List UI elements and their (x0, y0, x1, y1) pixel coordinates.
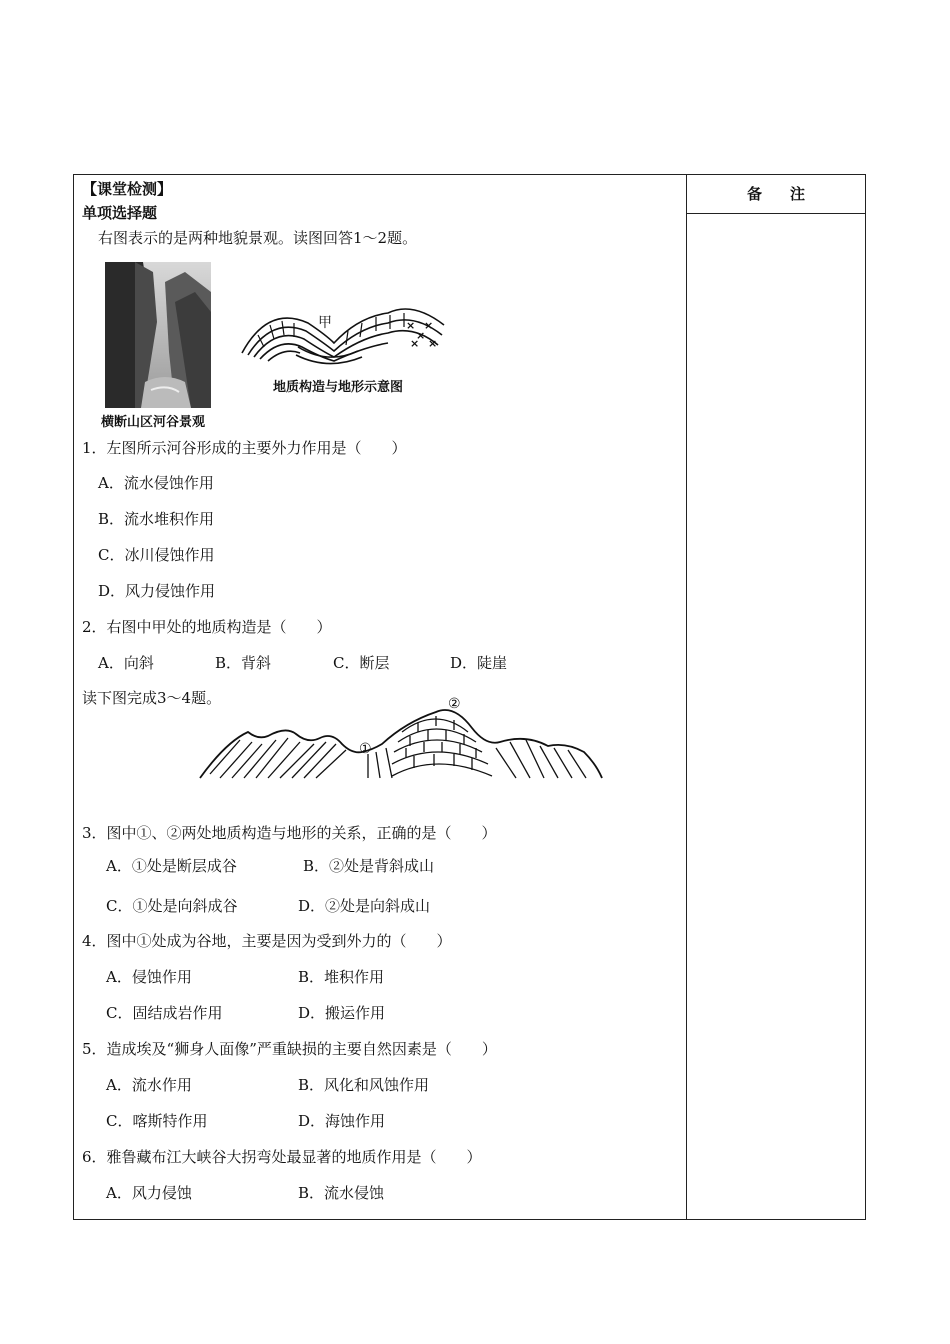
fold-mountain-diagram (196, 692, 606, 784)
intro-questions-1-2: 右图表示的是两种地貌景观。读图回答1～2题。 (98, 229, 418, 247)
left-figure-caption: 横断山区河谷景观 (101, 415, 206, 430)
right-figure-caption: 地质构造与地形示意图 (273, 380, 404, 395)
question-2-option-c[interactable]: C．断层 (333, 654, 390, 672)
section-title: 【课堂检测】 (82, 180, 173, 198)
question-4-option-a[interactable]: A．侵蚀作用 (106, 968, 192, 986)
question-1-option-a[interactable]: A．流水侵蚀作用 (98, 474, 214, 492)
column-divider (686, 174, 687, 1220)
question-4-option-d[interactable]: D．搬运作用 (298, 1004, 386, 1022)
question-5-option-b[interactable]: B．风化和风蚀作用 (298, 1076, 430, 1094)
structure-diagram (238, 295, 448, 370)
question-3-option-a[interactable]: A．①处是断层成谷 (106, 857, 237, 875)
question-2-option-b[interactable]: B．背斜 (215, 654, 272, 672)
question-1-option-b[interactable]: B．流水堆积作用 (98, 510, 215, 528)
valley-photo (105, 262, 211, 408)
svg-text:×: × (424, 319, 434, 332)
svg-text:×: × (428, 337, 438, 350)
question-3-option-b[interactable]: B．②处是背斜成山 (303, 857, 435, 875)
question-6-option-a[interactable]: A．风力侵蚀 (106, 1184, 192, 1202)
question-5-option-a[interactable]: A．流水作用 (106, 1076, 192, 1094)
question-3-stem: 3．图中①、②两处地质构造与地形的关系，正确的是（ ） (82, 824, 497, 842)
question-5-option-c[interactable]: C．喀斯特作用 (106, 1112, 208, 1130)
question-2-option-d[interactable]: D．陡崖 (450, 654, 508, 672)
question-5-option-d[interactable]: D．海蚀作用 (298, 1112, 386, 1130)
question-6-option-b[interactable]: B．流水侵蚀 (298, 1184, 385, 1202)
subsection-title: 单项选择题 (82, 204, 158, 222)
diagram-label-jia: 甲 (318, 315, 332, 331)
svg-text:×: × (416, 329, 426, 342)
notes-column-header: 备注 (746, 185, 833, 203)
question-4-stem: 4．图中①处成为谷地，主要是因为受到外力的（ ） (82, 932, 452, 950)
question-5-stem: 5．造成埃及“狮身人面像”严重缺损的主要自然因素是（ ） (82, 1040, 497, 1058)
notes-header-divider (686, 213, 866, 214)
svg-text:×: × (410, 337, 420, 350)
question-2-option-a[interactable]: A．向斜 (98, 654, 154, 672)
question-3-option-d[interactable]: D．②处是向斜成山 (298, 897, 431, 915)
question-4-option-b[interactable]: B．堆积作用 (298, 968, 385, 986)
question-4-option-c[interactable]: C．固结成岩作用 (106, 1004, 223, 1022)
intro-questions-3-4: 读下图完成3～4题。 (82, 689, 222, 707)
question-1-stem: 1．左图所示河谷形成的主要外力作用是（ ） (82, 439, 407, 457)
diagram-label-2: ② (448, 696, 461, 712)
question-1-option-d[interactable]: D．风力侵蚀作用 (98, 582, 216, 600)
question-1-option-c[interactable]: C．冰川侵蚀作用 (98, 546, 215, 564)
question-3-option-c[interactable]: C．①处是向斜成谷 (106, 897, 238, 915)
diagram-label-1: ① (359, 741, 372, 757)
question-6-stem: 6．雅鲁藏布江大峡谷大拐弯处最显著的地质作用是（ ） (82, 1148, 482, 1166)
svg-text:×: × (406, 319, 416, 332)
question-2-stem: 2．右图中甲处的地质构造是（ ） (82, 618, 332, 636)
